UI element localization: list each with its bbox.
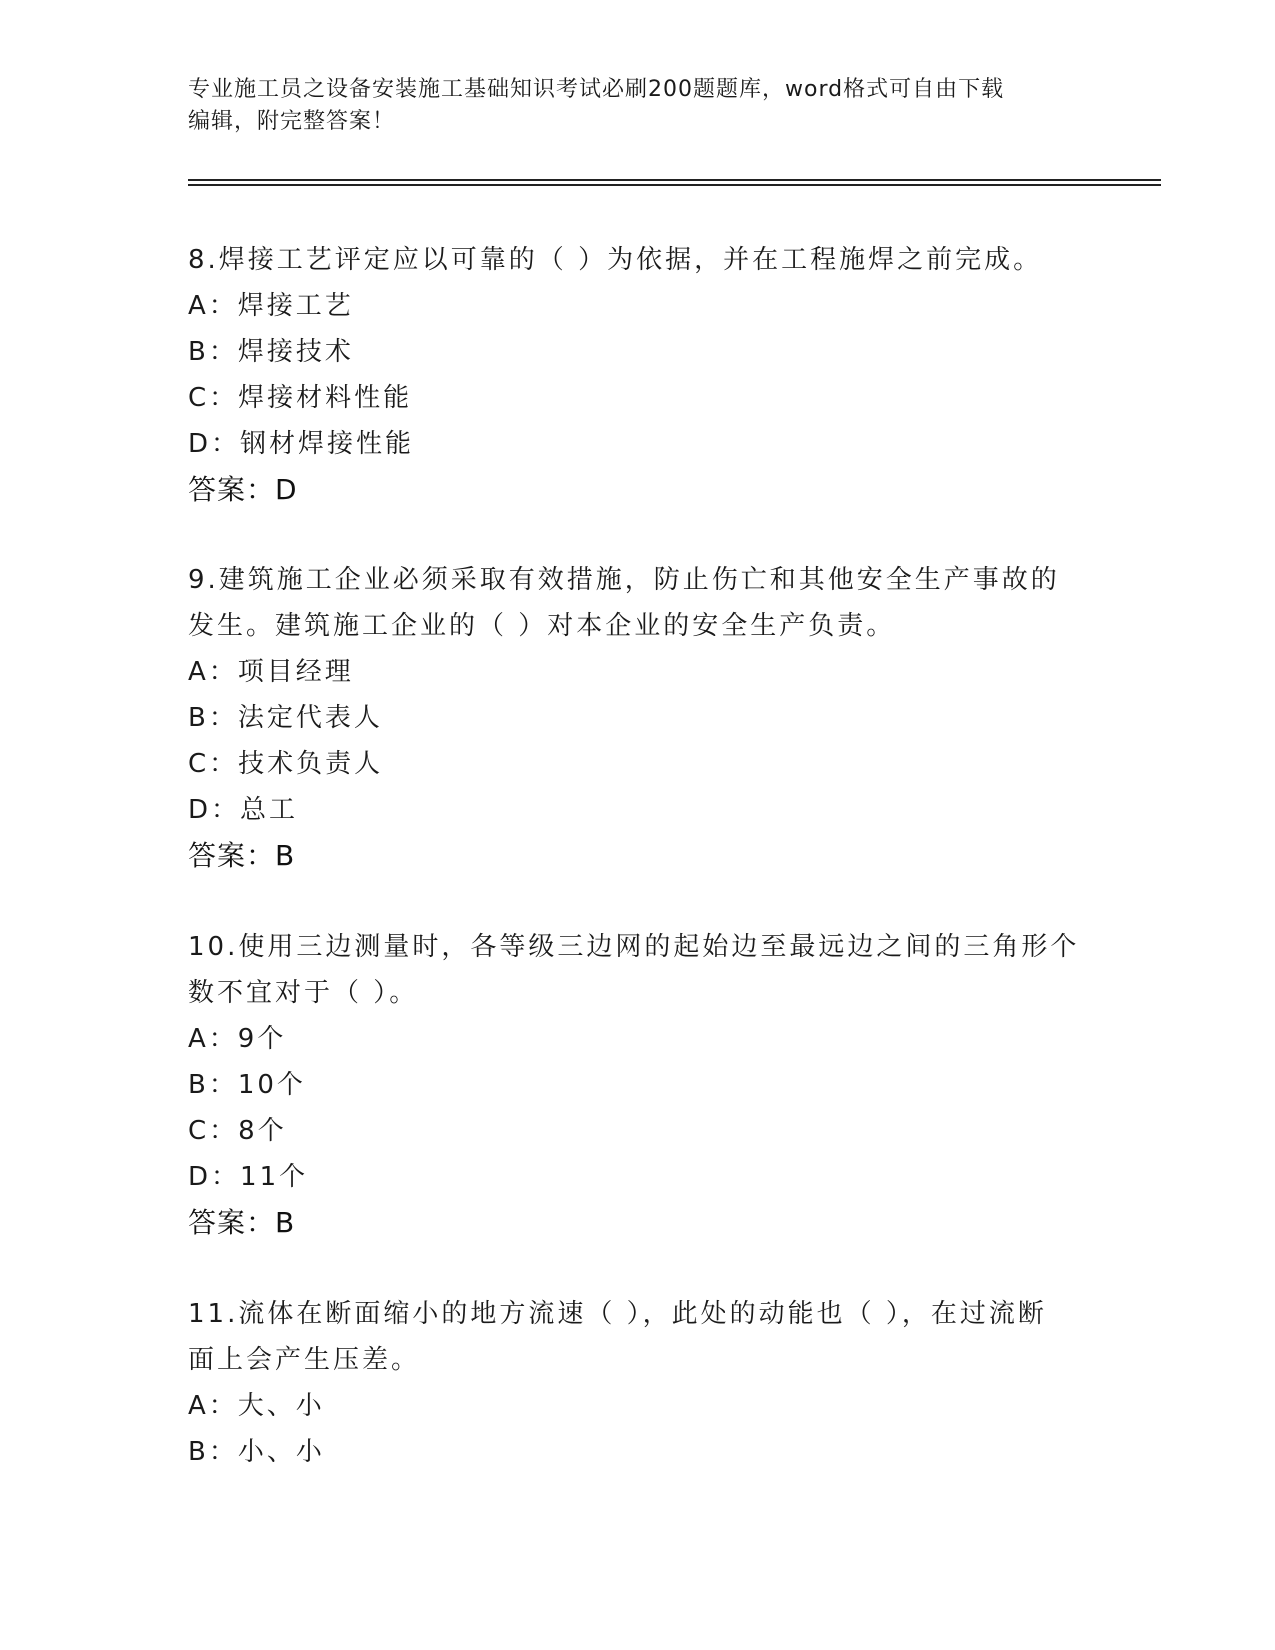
option-a: A：大、小: [188, 1391, 325, 1421]
question-10: [188, 924, 1088, 1246]
question-stem-line-2: 发生。建筑施工企业的（ ）对本企业的安全生产负责。: [188, 611, 896, 641]
question-stem-line-1: 10.使用三边测量时，各等级三边网的起始边至最远边之间的三角形个: [188, 932, 1080, 962]
header-divider-top: [188, 179, 1161, 181]
question-stem-line-2: 数不宜对于（ ）。: [188, 978, 419, 1008]
option-d: D：钢材焊接性能: [188, 429, 415, 459]
option-a: A：焊接工艺: [188, 291, 354, 321]
option-a: A：项目经理: [188, 657, 354, 687]
option-b: B：法定代表人: [188, 703, 383, 733]
option-b: B：小、小: [188, 1437, 325, 1467]
question-11: [188, 1291, 1088, 1475]
answer: 答案：D: [188, 473, 298, 506]
answer: 答案：B: [188, 839, 296, 872]
document-header: [188, 74, 1088, 138]
question-stem: 8.焊接工艺评定应以可靠的（ ）为依据，并在工程施焊之前完成。: [188, 245, 1043, 275]
option-b: B：焊接技术: [188, 337, 354, 367]
header-divider-bottom: [188, 184, 1161, 186]
option-d: D：11个: [188, 1162, 309, 1192]
question-9: [188, 557, 1088, 879]
header-line-1: 专业施工员之设备安装施工基础知识考试必刷200题题库，word格式可自由下载: [188, 77, 1005, 102]
header-line-2: 编辑，附完整答案！: [188, 109, 396, 134]
question-stem-line-1: 9.建筑施工企业必须采取有效措施，防止伤亡和其他安全生产事故的: [188, 565, 1060, 595]
option-c: C：技术负责人: [188, 749, 384, 779]
option-d: D：总工: [188, 795, 299, 825]
option-a: A：9个: [188, 1024, 287, 1054]
question-stem-line-2: 面上会产生压差。: [188, 1345, 421, 1375]
question-8: [188, 237, 1088, 513]
answer: 答案：B: [188, 1206, 296, 1239]
option-b: B：10个: [188, 1070, 306, 1100]
option-c: C：8个: [188, 1116, 287, 1146]
question-stem-line-1: 11.流体在断面缩小的地方流速（ ），此处的动能也（ ），在过流断: [188, 1299, 1047, 1329]
option-c: C：焊接材料性能: [188, 383, 413, 413]
